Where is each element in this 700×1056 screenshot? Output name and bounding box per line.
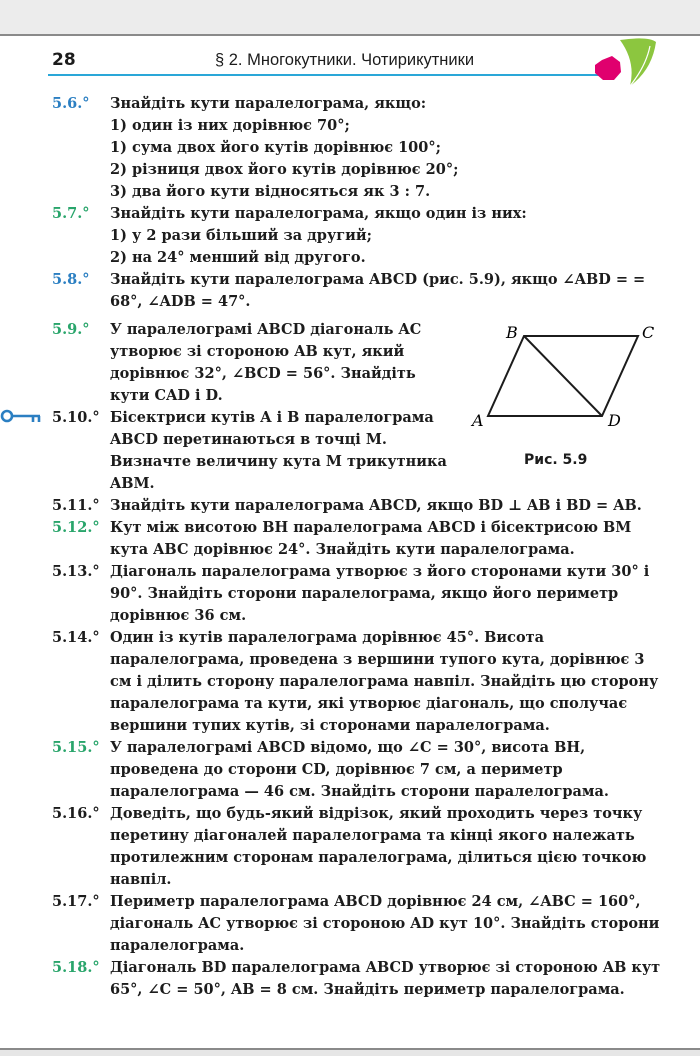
problem-5-18 [52,957,662,1001]
vertex-label-b: B [506,323,518,342]
problem-number: 5.16.° [52,805,100,822]
problem-text: Периметр паралелограма ABCD дорівнює 24 см, ∠ABC = 160°, діагональ AC утворює зі стороною AD кут 10°. Знайдіть сторони паралелограма. [110,893,660,954]
problem-number: 5.11.° [52,497,100,514]
problem-number: 5.8.° [52,271,90,288]
problem-text: Діагональ BD паралелограма ABCD утворює зі стороною AB кут 65°, ∠C = 50°, AB = 8 см. Знайдіть периметр паралелограма. [110,959,661,998]
problem-number: 5.12.° [52,519,100,536]
problem-5-9 [52,319,450,407]
diagonal-bd [524,336,602,416]
problem-5-15 [52,737,662,803]
problem-5-14 [52,627,662,737]
problem-5-10 [52,407,450,495]
problem-text: Знайдіть кути паралелограма, якщо один із них: [110,205,527,222]
problem-text: У паралелограмі ABCD відомо, що ∠C = 30°, висота BH, проведена до сторони CD, дорівнює 7 см, а периметр паралелограма — 46 см. Знайдіть сторони паралелограма. [110,739,609,800]
problem-text: У паралелограмі ABCD діагональ AC утворює зі стороною AB кут, який дорівнює 32°, ∠BCD = 56°. Знайдіть кути CAD і D. [110,321,422,404]
vertex-label-d: D [608,411,621,430]
problem-number: 5.14.° [52,629,100,646]
problem-item: 2) різниця двох його кутів дорівнює 20°; [110,161,459,178]
problem-text: Знайдіть кути паралелограма ABCD, якщо BD ⊥ AB і BD = AB. [110,497,642,514]
problem-text: Діагональ паралелограма утворює з його сторонами кути 30° і 90°. Знайдіть сторони паралелограма, якщо його периметр дорівнює 36 см. [110,563,650,624]
problem-item: 1) сума двох його кутів дорівнює 100°; [110,139,441,156]
page-number: 28 [52,50,76,70]
problem-5-7 [52,203,662,269]
problem-text: Кут між висотою BH паралелограма ABCD і бісектрисою BM кута ABC дорівнює 24°. Знайдіть кути паралелограма. [110,519,632,558]
problem-item: 2) на 24° менший від другого. [110,249,366,266]
problem-5-16 [52,803,662,891]
problem-number: 5.10.° [52,409,100,426]
problems-list [52,93,662,1001]
bottom-bar [0,1048,700,1056]
problem-item: 3) два його кути відносяться як 3 : 7. [110,183,431,200]
problem-text: Знайдіть кути паралелограма, якщо: [110,95,427,112]
problem-item: 1) у 2 рази більший за другий; [110,227,372,244]
problem-number: 5.17.° [52,893,100,910]
problem-5-17 [52,891,662,957]
section-title: § 2. Многокутники. Чотирикутники [215,51,475,69]
vertex-label-a: A [472,411,484,430]
problem-number: 5.9.° [52,321,90,338]
problem-item: 1) один із них дорівнює 70°; [110,117,350,134]
problem-5-12 [52,517,662,561]
problem-number: 5.18.° [52,959,100,976]
problem-text: Бісектриси кутів A і B паралелограма ABCD перетинаються в точці M. Визначте величину кута M трикутника ABM. [110,409,447,492]
corner-decoration-icon [590,36,660,96]
problem-5-11 [52,495,662,517]
header-rule [48,74,608,76]
problem-text: Знайдіть кути паралелограма ABCD (рис. 5.9), якщо ∠ABD = = 68°, ∠ADB = 47°. [110,271,646,310]
problem-5-6 [52,93,662,203]
figure-caption: Рис. 5.9 [524,452,588,468]
problem-number: 5.13.° [52,563,100,580]
top-bar [0,0,700,36]
problem-number: 5.6.° [52,95,90,112]
problem-text: Один із кутів паралелограма дорівнює 45°. Висота паралелограма, проведена з вершини тупого кута, дорівнює 3 см і ділить сторону паралелограма навпіл. Знайдіть цю сторону паралелограма та кути, які утворює діагональ, що сполучає вершини тупих кутів, зі сторонами паралелограма. [110,629,659,734]
key-icon [0,408,44,424]
problem-5-13 [52,561,662,627]
problem-text: Доведіть, що будь-який відрізок, який проходить через точку перетину діагоналей паралелограма та кінці якого належать протилежним сторонам паралелограма, ділиться цією точкою навпіл. [110,805,647,888]
problem-number: 5.15.° [52,739,100,756]
problem-5-8 [52,269,662,313]
vertex-label-c: C [642,323,655,342]
problem-number: 5.7.° [52,205,90,222]
parallelogram-figure [462,318,662,458]
